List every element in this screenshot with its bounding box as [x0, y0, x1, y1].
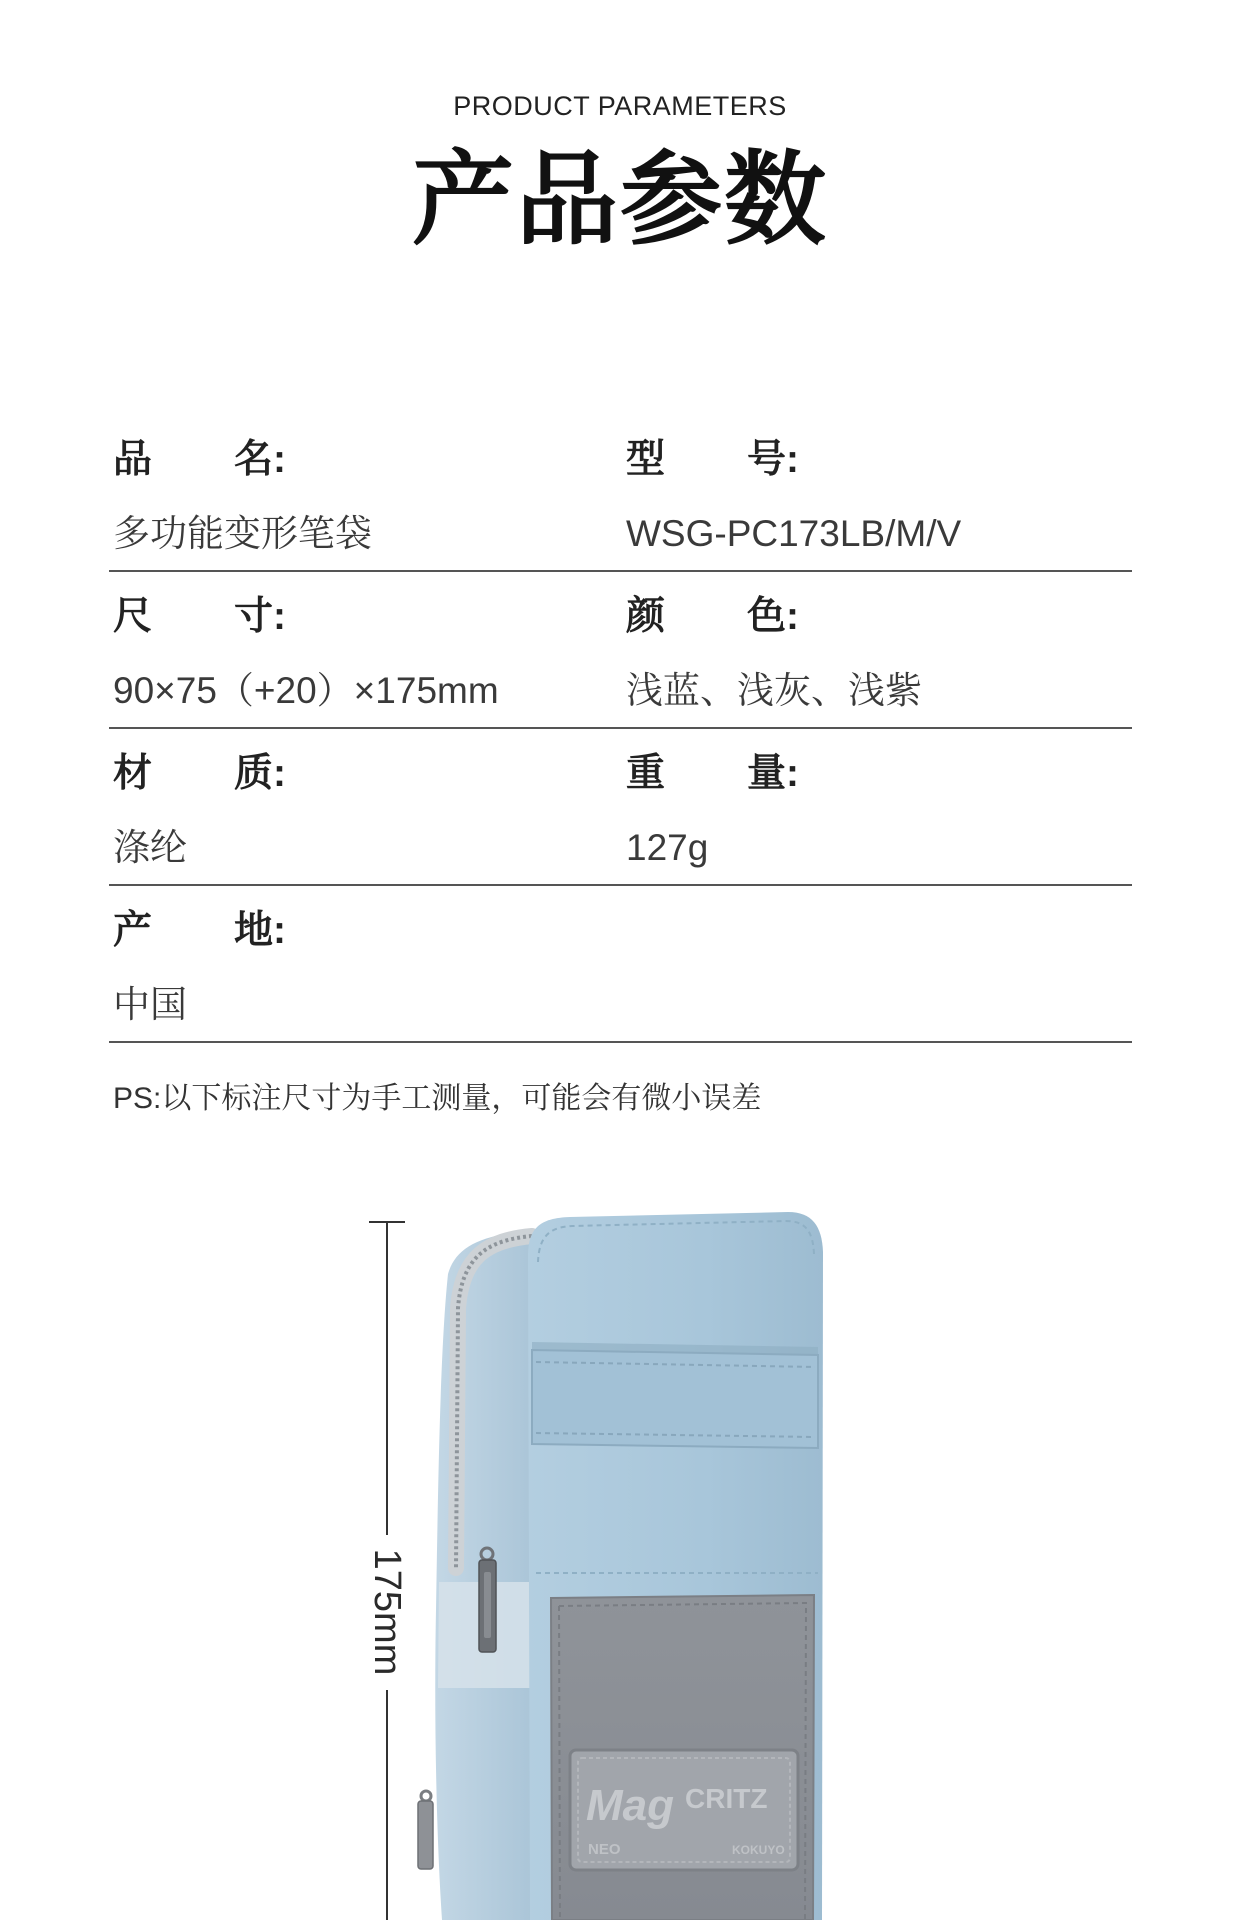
param-label-char: 色: — [747, 595, 799, 638]
param-label — [626, 752, 926, 796]
brand-logo-mag: Mag — [586, 1781, 674, 1830]
param-size — [113, 595, 613, 715]
param-label — [113, 595, 413, 639]
zipper-pull-bottom — [418, 1791, 433, 1869]
brand-logo-neo: NEO — [588, 1841, 621, 1858]
row-divider — [109, 884, 1132, 886]
zipper-pull-ring — [421, 1791, 431, 1801]
param-label-char: 材 — [113, 752, 153, 795]
param-label — [626, 595, 926, 639]
brand-logo-critz: CRITZ — [685, 1783, 768, 1814]
section-title: 产品参数 — [412, 143, 828, 257]
param-value: 多功能变形笔袋 — [113, 513, 372, 554]
dimension-label: 175mm — [366, 1548, 408, 1676]
product-image — [360, 1190, 860, 1920]
section-subtitle: PRODUCT PARAMETERS — [453, 91, 787, 121]
param-label-char: 颜 — [626, 595, 666, 638]
param-value: 中国 — [113, 984, 187, 1025]
param-label-char: 重 — [626, 752, 666, 795]
param-value: 127g — [626, 827, 709, 868]
height-dimension-marker — [366, 1222, 408, 1920]
zipper-pull-side — [479, 1548, 496, 1652]
param-label-char: 名: — [234, 438, 286, 481]
param-value: 浅蓝、浅灰、浅紫 — [626, 670, 922, 711]
param-label-char: 寸: — [234, 595, 286, 638]
param-weight — [626, 752, 1126, 872]
pencil-case — [418, 1212, 823, 1920]
measurement-note: PS:以下标注尺寸为手工测量，可能会有微小误差 — [113, 1082, 762, 1115]
param-label-char: 产 — [113, 909, 153, 952]
param-row — [109, 752, 1132, 886]
param-label-char: 尺 — [113, 595, 153, 638]
param-label — [113, 909, 413, 953]
row-divider — [109, 1041, 1132, 1043]
param-origin — [113, 909, 613, 1029]
row-divider — [109, 570, 1132, 572]
param-label-char: 型 — [626, 438, 666, 481]
param-value: 涤纶 — [113, 827, 187, 868]
param-value: 90×75（+20）×175mm — [113, 670, 499, 711]
param-label — [113, 752, 413, 796]
param-label-char: 品 — [113, 438, 153, 481]
zipper-pull-tab — [418, 1801, 433, 1869]
brand-logo-kokuyo: KOKUYO — [732, 1843, 785, 1857]
param-label-char: 质: — [234, 752, 286, 795]
param-row — [109, 595, 1132, 729]
param-color — [626, 595, 1126, 715]
param-row — [109, 438, 1132, 572]
param-label — [626, 438, 926, 482]
param-label — [113, 438, 413, 482]
param-label-char: 量: — [747, 752, 799, 795]
param-material — [113, 752, 613, 872]
param-product-name — [113, 438, 613, 558]
param-label-char: 地: — [234, 909, 286, 952]
param-value: WSG-PC173LB/M/V — [626, 513, 962, 554]
zipper-pull-inlay — [484, 1572, 491, 1638]
param-label-char: 号: — [747, 438, 799, 481]
row-divider — [109, 727, 1132, 729]
param-model — [626, 438, 1126, 558]
param-row — [109, 909, 1132, 1043]
